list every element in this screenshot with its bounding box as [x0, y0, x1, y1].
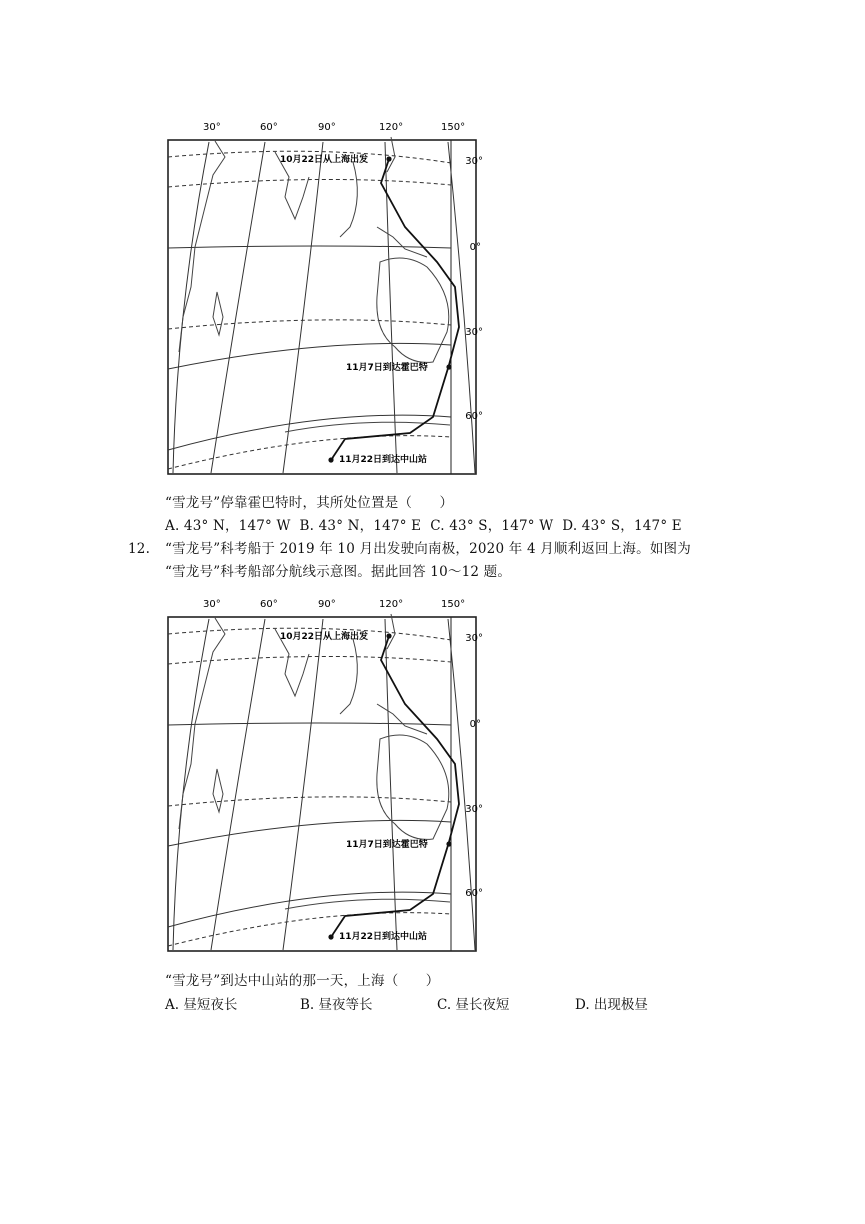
question1-stem: “雪龙号”停靠霍巴特时，其所处位置是（ ） [165, 495, 454, 511]
route-map-svg [165, 117, 485, 479]
question2-option-b: B. 昼夜等长 [300, 997, 373, 1013]
route-map-1 [165, 117, 485, 479]
question2-intro-line1: “雪龙号”科考船于 2019 年 10 月出发驶向南极，2020 年 4 月顺利返回上海。如图为 [165, 541, 691, 557]
parallels [168, 628, 451, 946]
parallels [168, 151, 451, 469]
question1-options: A. 43° N，147° W B. 43° N，147° E C. 43° S，147° W D. 43° S，147° E [165, 518, 682, 534]
question2-intro-line2: “雪龙号”科考船部分航线示意图。据此回答 10～12 题。 [165, 564, 512, 580]
lon-label-30: 30° [203, 122, 221, 133]
route-map-2 [165, 594, 485, 956]
zhongshan-label: 11月22日到达中山站 [339, 455, 428, 465]
lat-label-60s: 60° [465, 888, 483, 899]
zhongshan-marker [328, 457, 333, 462]
question2-option-c: C. 昼长夜短 [437, 997, 510, 1013]
lon-label-90: 90° [318, 122, 336, 133]
shanghai-marker [386, 633, 391, 638]
lon-label-150: 150° [441, 122, 466, 133]
question2-option-d: D. 出现极昼 [575, 997, 648, 1013]
question2-option-a: A. 昼短夜长 [165, 997, 238, 1013]
zhongshan-label: 11月22日到达中山站 [339, 932, 428, 942]
lon-label-90: 90° [318, 599, 336, 610]
lat-label-60s: 60° [465, 411, 483, 422]
depart-label: 10月22日从上海出发 [280, 632, 369, 642]
question2-number: 12. [128, 541, 151, 557]
lon-label-120: 120° [379, 122, 404, 133]
route-map-svg [165, 594, 485, 956]
lon-label-30: 30° [203, 599, 221, 610]
coastlines [179, 137, 450, 432]
hobart-label: 11月7日到达霍巴特 [346, 363, 428, 373]
question2-stem: “雪龙号”到达中山站的那一天，上海（ ） [165, 973, 440, 989]
hobart-marker [446, 364, 451, 369]
hobart-label: 11月7日到达霍巴特 [346, 840, 428, 850]
lon-label-60: 60° [260, 122, 278, 133]
depart-label: 10月22日从上海出发 [280, 155, 369, 165]
lon-label-150: 150° [441, 599, 466, 610]
shanghai-marker [386, 156, 391, 161]
zhongshan-marker [328, 934, 333, 939]
lat-label-30s: 30° [465, 804, 483, 815]
lat-label-30s: 30° [465, 327, 483, 338]
hobart-marker [446, 841, 451, 846]
lat-label-0: 0° [469, 719, 481, 730]
lat-label-30n: 30° [465, 156, 483, 167]
coastlines [179, 614, 450, 909]
lat-label-30n: 30° [465, 633, 483, 644]
lat-label-0: 0° [469, 242, 481, 253]
lon-label-120: 120° [379, 599, 404, 610]
lon-label-60: 60° [260, 599, 278, 610]
